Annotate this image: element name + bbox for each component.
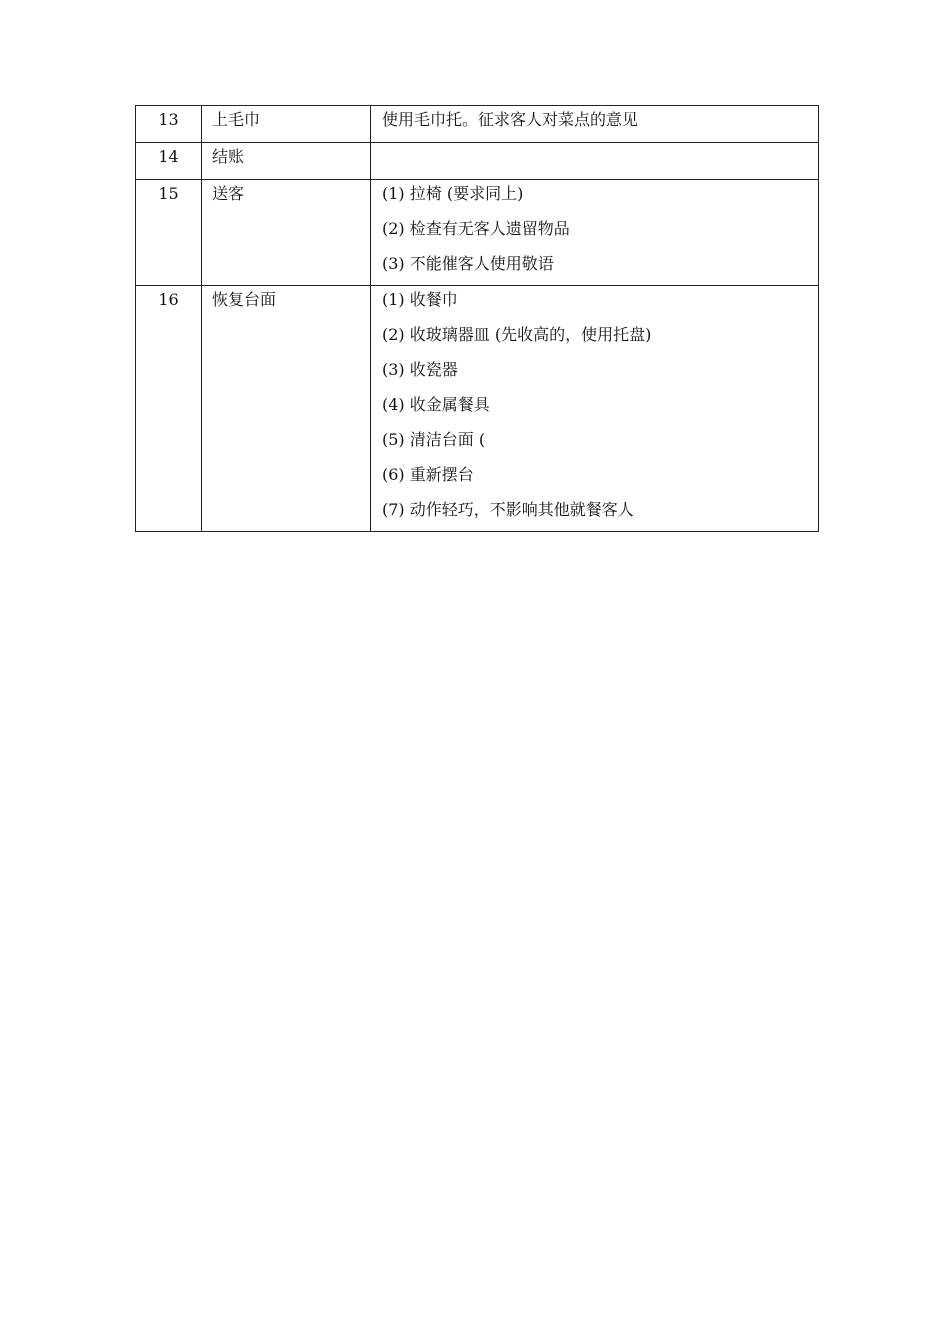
step-detail-line: (2) 检查有无客人遗留物品 bbox=[382, 219, 570, 238]
table-row bbox=[136, 286, 819, 532]
step-name: 恢复台面 bbox=[212, 290, 277, 309]
empty-detail bbox=[382, 143, 818, 179]
step-number-cell bbox=[136, 286, 202, 532]
step-detail-list bbox=[382, 180, 818, 285]
step-name-cell bbox=[202, 143, 371, 180]
step-number: 16 bbox=[158, 290, 179, 309]
step-detail-line: (4) 收金属餐具 bbox=[382, 395, 490, 414]
step-detail-cell bbox=[371, 180, 819, 286]
step-detail-line: 使用毛巾托。征求客人对菜点的意见 bbox=[382, 110, 639, 129]
step-detail-line: (1) 收餐巾 bbox=[382, 290, 458, 309]
table-row bbox=[136, 143, 819, 180]
step-detail-line: (5) 清洁台面 ( bbox=[382, 430, 486, 449]
table-row bbox=[136, 180, 819, 286]
step-name-cell bbox=[202, 106, 371, 143]
step-number: 14 bbox=[158, 147, 179, 166]
step-number-cell bbox=[136, 106, 202, 143]
step-name: 结账 bbox=[212, 147, 245, 166]
step-name: 上毛巾 bbox=[212, 110, 261, 129]
step-detail-line: (3) 不能催客人使用敬语 bbox=[382, 254, 554, 273]
step-detail-line: (7) 动作轻巧，不影响其他就餐客人 bbox=[382, 500, 634, 519]
step-number-cell bbox=[136, 180, 202, 286]
step-detail-cell bbox=[371, 106, 819, 143]
step-detail-line: (2) 收玻璃器皿 (先收高的，使用托盘) bbox=[382, 325, 652, 344]
step-detail-line: (6) 重新摆台 bbox=[382, 465, 474, 484]
table-row bbox=[136, 106, 819, 143]
step-number: 15 bbox=[158, 184, 179, 203]
step-detail-line: (1) 拉椅 (要求同上) bbox=[382, 184, 524, 203]
step-name-cell bbox=[202, 286, 371, 532]
step-detail-cell-empty bbox=[371, 143, 819, 180]
step-name-cell bbox=[202, 180, 371, 286]
step-number-cell bbox=[136, 143, 202, 180]
step-number: 13 bbox=[158, 110, 179, 129]
step-detail-list bbox=[382, 286, 818, 531]
step-detail-line: (3) 收瓷器 bbox=[382, 360, 458, 379]
step-detail-cell bbox=[371, 286, 819, 532]
service-steps-table bbox=[135, 105, 819, 532]
step-name: 送客 bbox=[212, 184, 245, 203]
